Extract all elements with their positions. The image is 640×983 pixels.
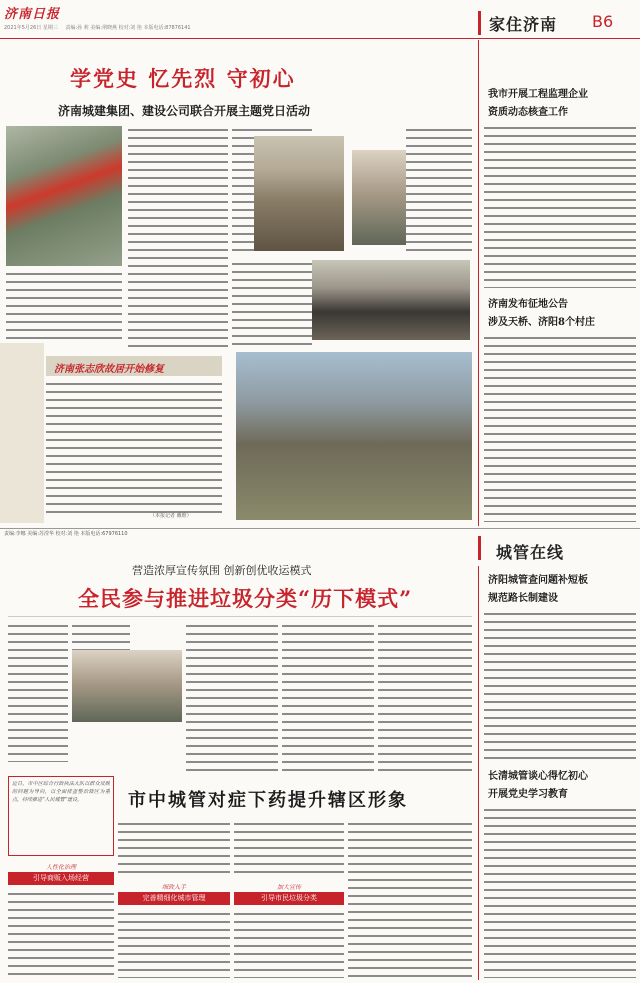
body-column-3 [232,260,312,350]
issue-date: 2021年5月26日 星期三 [4,25,58,31]
lower-col-3 [186,622,278,772]
museum-photo [254,136,344,251]
bottom-col-2b [118,910,230,978]
bottom-col-3 [234,820,344,878]
header-rule [0,38,640,39]
lower-column-divider [478,566,479,980]
lower-col-5 [378,622,472,772]
ceremony-photo [6,126,122,266]
right-story1-body [484,124,636,288]
lower-kicker: 营造浓厚宣传氛围 创新创优收运模式 [132,564,312,577]
feature-body-text [46,380,222,518]
column-divider [478,40,479,526]
editor-meta: 责编:孙 莉 美编:荆晓燕 校对:刘 艳 本版电话:87876141 [65,25,191,31]
lower-right2-title-line1: 长清城管谈心得忆初心 [488,771,588,782]
lower-right1-body [484,610,636,760]
lower-right2-body [484,806,636,978]
right-story2-title-line1: 济南发布征地公告 [488,299,568,310]
newspaper-logo: 济南日报 [4,7,61,22]
feature-banner-title: 济南张志欣故居开始修复 [54,364,164,375]
tag1-label: 引导商贩入场经营 [8,872,114,885]
volunteers-photo [72,650,182,722]
lower-headline: 全民参与推进垃圾分类“历下模式” [78,586,413,611]
lower-section-title: 城管在线 [496,543,565,562]
lower-right1-title-line1: 济阳城管查问题补短板 [488,575,588,586]
bottom-col-4 [348,820,472,978]
lower-meta: 责编:李娜 美编:苏滢华 校对:刘 艳 本版电话:67976110 [4,531,128,537]
right-story2-body [484,334,636,522]
main-headline: 学党史 忆先烈 守初心 [70,66,296,91]
lower-col-4 [282,622,374,772]
speaker-photo [352,150,407,245]
right-story2-title-line2: 涉及天桥、济阳8个村庄 [488,317,595,328]
section-title: 家住济南 [489,15,558,34]
right-story1-title-line1: 我市开展工程监理企业 [488,89,588,100]
tag3-sub: 加大宣传 [276,884,301,891]
feature-credit: （本报记者 戴维） [150,513,192,519]
bottom-headline: 市中城管对症下药提升辖区形象 [128,790,408,811]
main-subheadline: 济南城建集团、建设公司联合开展主题党日活动 [58,104,311,118]
dateline [4,24,191,31]
page-number: B6 [592,12,614,31]
lower-right2-title-line2: 开展党史学习教育 [488,789,568,800]
lower-headline-rule [8,616,472,617]
bottom-col-3b [234,910,344,978]
tag3-label: 引导市民垃圾分类 [234,892,344,905]
body-column-4 [406,126,472,256]
section-divider [0,528,640,529]
intro-text [6,270,122,342]
group-photo [312,260,470,340]
tag2-sub: 细致入手 [161,884,186,891]
right-story1-title-line2: 资质动态核查工作 [488,107,568,118]
house-restoration-photo [236,352,472,520]
tag1-sub: 人性化治理 [45,864,76,871]
tag2-label: 完善精细化城市管理 [118,892,230,905]
lower-right1-title-line2: 规范路长制建设 [488,593,558,604]
lower-col-1 [8,622,68,762]
page-header [0,0,640,40]
intro-box-text: 近日，市中区综合行政执法大队以群众反映的问题为导向，以全面排查整治辖区为重点，持续推进“人民城管”建设。 [12,781,110,803]
bottom-col-2 [118,820,230,878]
body-column-1 [128,126,228,350]
sidebar-photo-strip [0,343,44,523]
bottom-col-1 [8,890,114,978]
